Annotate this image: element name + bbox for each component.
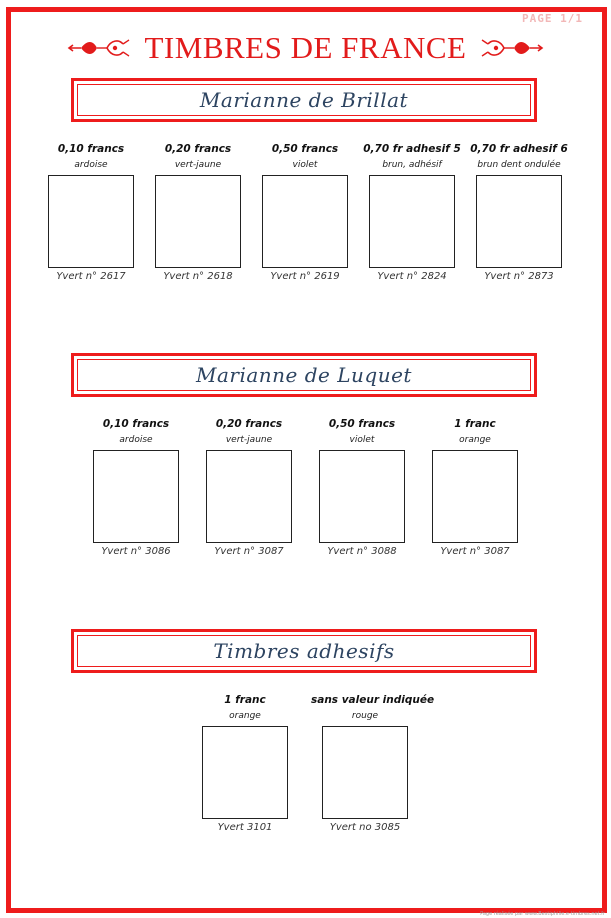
stamp-box <box>322 726 408 819</box>
stamp-value: 0,20 francs <box>215 418 283 430</box>
stamp-value: 0,50 francs <box>271 143 339 155</box>
stamp-slot <box>465 142 573 284</box>
stamp-ref: Yvert n° 3087 <box>214 546 284 557</box>
header <box>0 28 611 68</box>
stamp-slot <box>251 142 359 284</box>
stamp-value: 0,20 francs <box>164 143 232 155</box>
stamp-color: ardoise <box>119 435 153 445</box>
stamp-value: 1 franc <box>224 694 266 706</box>
stamp-value: 0,70 fr adhesif 5 <box>363 143 461 155</box>
stamp-slot <box>144 142 252 284</box>
stamp-value: sans valeur indiquée <box>311 694 435 706</box>
stamp-color: orange <box>459 435 491 445</box>
stamp-slot <box>82 417 190 559</box>
stamp-ref: Yvert no 3085 <box>329 822 401 833</box>
stamp-box <box>155 175 241 268</box>
stamp-ref: Yvert n° 3087 <box>440 546 510 557</box>
stamp-box <box>48 175 134 268</box>
stamp-slot <box>421 417 529 559</box>
stamp-box <box>262 175 348 268</box>
stamp-ref: Yvert n° 2618 <box>163 271 233 282</box>
stamp-ref: Yvert n° 2824 <box>377 271 447 282</box>
section-title: Timbres adhesifs <box>213 639 395 663</box>
page-tag: PAGE 1/1 <box>522 12 583 25</box>
stamp-box <box>476 175 562 268</box>
stamp-box <box>93 450 179 543</box>
stamp-slot <box>358 142 466 284</box>
section-banner-luquet <box>71 353 537 397</box>
stamp-color: violet <box>292 160 318 170</box>
section-banner-brillat <box>71 78 537 122</box>
stamp-ref: Yvert n° 3086 <box>101 546 171 557</box>
stamp-slot <box>37 142 145 284</box>
left-ornament-icon <box>67 36 131 60</box>
stamp-slot <box>191 693 299 835</box>
stamp-box <box>432 450 518 543</box>
stamp-box <box>202 726 288 819</box>
stamp-color: violet <box>349 435 375 445</box>
right-ornament-icon <box>480 36 544 60</box>
stamp-value: 0,70 fr adhesif 6 <box>470 143 568 155</box>
stamp-color: brun dent ondulée <box>477 160 561 170</box>
stamp-ref: Yvert n° 2873 <box>484 271 554 282</box>
stamp-color: vert-jaune <box>225 435 273 445</box>
stamp-slot <box>311 693 435 835</box>
stamp-ref: Yvert n° 3088 <box>327 546 397 557</box>
stamp-box <box>369 175 455 268</box>
section-title: Marianne de Brillat <box>199 88 409 112</box>
stamp-value: 0,50 francs <box>328 418 396 430</box>
stamp-color: brun, adhésif <box>382 160 442 170</box>
section-banner-adhesifs <box>71 629 537 673</box>
stamp-color: rouge <box>351 711 379 721</box>
stamp-ref: Yvert 3101 <box>217 822 273 833</box>
stamp-ref: Yvert n° 2617 <box>56 271 126 282</box>
page-title: TIMBRES DE FRANCE <box>144 30 467 65</box>
stamp-ref: Yvert n° 2619 <box>270 271 340 282</box>
stamp-value: 0,10 francs <box>102 418 170 430</box>
section-title: Marianne de Luquet <box>196 363 412 387</box>
stamp-color: orange <box>229 711 261 721</box>
stamp-slot <box>195 417 303 559</box>
stamp-value: 0,10 francs <box>57 143 125 155</box>
stamp-color: ardoise <box>74 160 108 170</box>
stamp-color: vert-jaune <box>174 160 222 170</box>
stamp-value: 1 franc <box>454 418 496 430</box>
stamp-slot <box>308 417 416 559</box>
footer-note: Page réalisée par www.Bestiphilie.e-timbres.net.fr <box>480 911 605 917</box>
stamp-box <box>319 450 405 543</box>
stamp-box <box>206 450 292 543</box>
